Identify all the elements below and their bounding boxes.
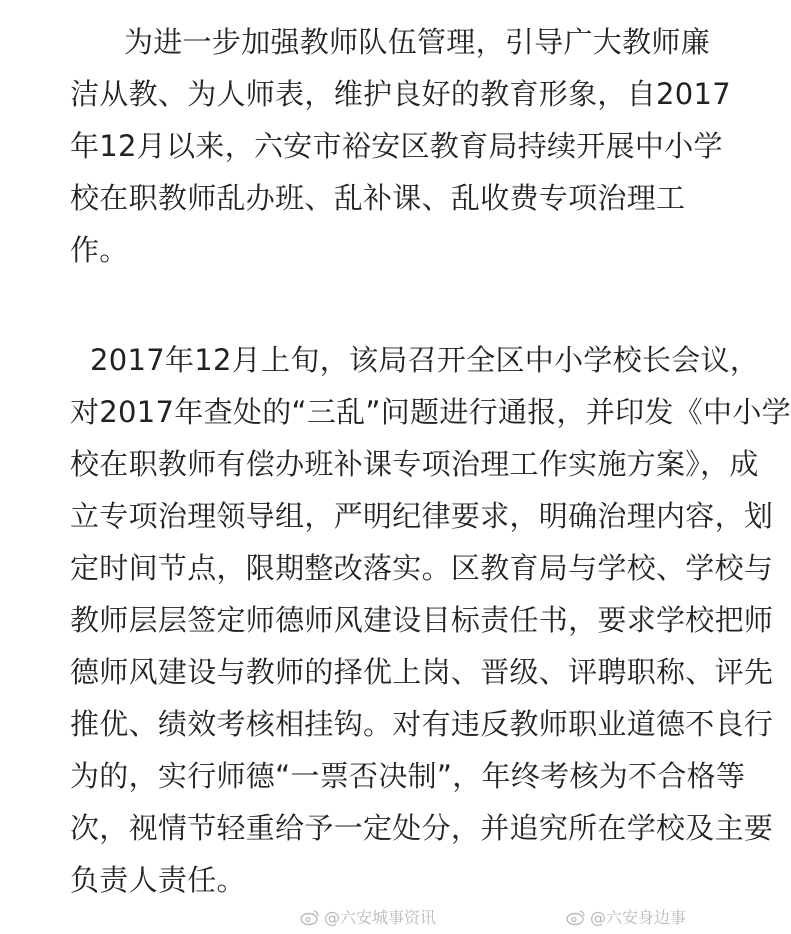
paragraph-1-line: 作。: [70, 233, 129, 267]
weibo-icon: [566, 909, 586, 925]
paragraph-2-line: 次，视情节轻重给予一定处分，并追究所在学校及主要: [70, 811, 774, 845]
paragraph-1: [70, 16, 732, 276]
paragraph-2-line: 推优、绩效考核相挂钩。对有违反教师职业道德不良行: [70, 707, 774, 741]
paragraph-2-line: 负责人责任。: [70, 863, 246, 897]
watermark-left: [300, 905, 436, 928]
paragraph-2-line: 立专项治理领导组，严明纪律要求，明确治理内容，划: [70, 499, 774, 533]
weibo-icon: [300, 909, 320, 925]
paragraph-1-line: 年12月以来，六安市裕安区教育局持续开展中小学: [70, 129, 723, 163]
paragraph-2-line: 教师层层签定师德师风建设目标责任书，要求学校把师: [70, 603, 774, 637]
watermark-right: [566, 905, 686, 928]
paragraph-2-line: 对2017年查处的“三乱”问题进行通报，并印发《中小学: [70, 395, 791, 429]
watermark-right-text: @六安身边事: [590, 908, 687, 927]
paragraph-2-line: 校在职教师有偿办班补课专项治理工作实施方案》，成: [70, 447, 759, 481]
paragraph-2-line: 2017年12月上旬，该局召开全区中小学校长会议，: [90, 343, 760, 377]
paragraph-2: [70, 334, 791, 906]
paragraph-2-line: 德师风建设与教师的择优上岗、晋级、评聘职称、评先: [70, 655, 774, 689]
paragraph-2-line: 定时间节点，限期整改落实。区教育局与学校、学校与: [70, 551, 774, 585]
paragraph-1-line: 洁从教、为人师表，维护良好的教育形象，自2017: [70, 77, 732, 111]
paragraph-1-line: 校在职教师乱办班、乱补课、乱收费专项治理工: [70, 181, 686, 215]
watermark-left-text: @六安城事资讯: [324, 908, 437, 927]
paragraph-2-line: 为的，实行师德“一票否决制”，年终考核为不合格等: [70, 759, 746, 793]
paragraph-1-line: 为进一步加强教师队伍管理，引导广大教师廉: [124, 25, 711, 59]
